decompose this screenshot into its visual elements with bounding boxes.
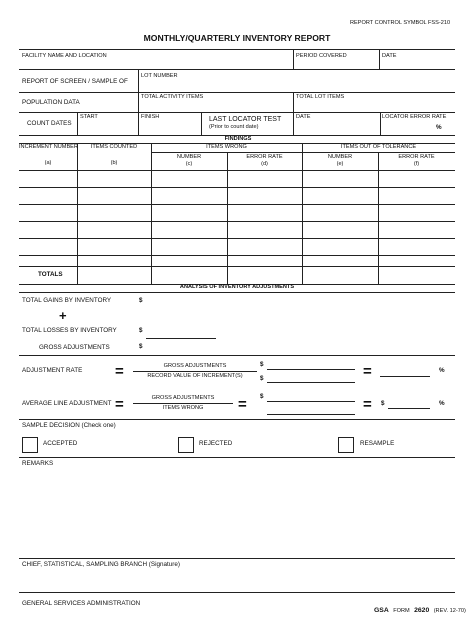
rejected-checkbox[interactable] <box>178 437 194 453</box>
accepted-checkbox[interactable] <box>22 437 38 453</box>
total-activity-items-label: TOTAL ACTIVITY ITEMS <box>141 94 204 100</box>
col-f-label: (f) <box>413 161 420 167</box>
totals-label: TOTALS <box>38 271 63 278</box>
avg-result-dollar: $ <box>381 400 385 407</box>
signature-field[interactable] <box>22 571 452 589</box>
equals-sign: = <box>238 396 247 413</box>
prior-to-count-label: (Prior to count date) <box>209 124 259 130</box>
adjustment-percent: % <box>439 367 445 374</box>
adj-den-dollar: $ <box>260 375 264 382</box>
accepted-label: ACCEPTED <box>43 440 78 447</box>
total-losses-label: TOTAL LOSSES BY INVENTORY <box>22 327 117 334</box>
last-locator-test-label: LAST LOCATOR TEST <box>209 116 282 123</box>
remarks-area[interactable] <box>22 470 452 555</box>
remarks-label: REMARKS <box>22 460 54 467</box>
error-rate-d-header: ERROR RATE <box>246 154 283 160</box>
equals-sign: = <box>363 396 372 413</box>
report-control-symbol: REPORT CONTROL SYMBOL FSS-210 <box>350 20 451 26</box>
avg-num-dollar: $ <box>260 393 264 400</box>
footer-form-id <box>374 600 466 616</box>
equals-sign: = <box>115 396 124 413</box>
average-line-adjustment-label: AVERAGE LINE ADJUSTMENT <box>22 400 112 407</box>
losses-dollar: $ <box>139 327 143 334</box>
start-label: START <box>80 114 98 120</box>
adj-num-dollar: $ <box>260 361 264 368</box>
analysis-title: ANALYSIS OF INVENTORY ADJUSTMENTS <box>179 284 295 290</box>
items-out-of-tolerance-header: ITEMS OUT OF TOLERANCE <box>340 144 417 150</box>
date-label: DATE <box>382 53 397 59</box>
number-c-header: NUMBER <box>176 154 202 160</box>
sample-decision-label: SAMPLE DECISION (Check one) <box>22 422 116 429</box>
page-title: MONTHLY/QUARTERLY INVENTORY REPORT <box>143 33 331 43</box>
resample-checkbox[interactable] <box>338 437 354 453</box>
count-dates-label: COUNT DATES <box>27 120 72 127</box>
population-data-label: POPULATION DATA <box>22 99 80 106</box>
gains-dollar: $ <box>139 297 143 304</box>
equals-sign: = <box>115 363 124 380</box>
footer-form-number: 2620 <box>414 607 430 614</box>
col-b-label: (b) <box>110 160 118 166</box>
gross-adjustments-label: GROSS ADJUSTMENTS <box>39 344 110 351</box>
average-percent: % <box>439 400 445 407</box>
total-gains-label: TOTAL GAINS BY INVENTORY <box>22 297 112 304</box>
period-covered-label: PERIOD COVERED <box>296 53 347 59</box>
col-d-label: (d) <box>261 161 268 167</box>
gross-dollar: $ <box>139 343 143 350</box>
record-value-denominator: RECORD VALUE OF INCREMENT(S) <box>147 373 243 379</box>
resample-label: RESAMPLE <box>360 440 395 447</box>
finish-label: FINISH <box>141 114 160 120</box>
number-e-header: NUMBER <box>327 154 353 160</box>
col-e-label: (e) <box>336 161 344 167</box>
gross-adjustments-numerator: GROSS ADJUSTMENTS <box>163 363 227 369</box>
footer-form: FORM <box>393 608 410 614</box>
facility-label: FACILITY NAME AND LOCATION <box>22 53 107 59</box>
rejected-label: REJECTED <box>199 440 233 447</box>
lot-number-label: LOT NUMBER <box>141 73 178 79</box>
total-lot-items-label: TOTAL LOT ITEMS <box>296 94 345 100</box>
col-c-label: (c) <box>185 161 193 167</box>
gross-adjustments-numerator2: GROSS ADJUSTMENTS <box>151 395 215 401</box>
footer-rev: (REV. 12-70) <box>433 608 466 614</box>
adjustment-rate-label: ADJUSTMENT RATE <box>22 367 83 374</box>
report-of-screen-label: REPORT OF SCREEN / SAMPLE OF <box>22 78 128 85</box>
date2-label: DATE <box>296 114 311 120</box>
plus-sign: + <box>59 308 67 323</box>
col-a-label: (a) <box>44 160 52 166</box>
error-rate-f-header: ERROR RATE <box>398 154 435 160</box>
findings-title: FINDINGS <box>224 136 252 142</box>
footer-gsa: GSA <box>374 607 389 614</box>
footer-agency: GENERAL SERVICES ADMINISTRATION <box>22 600 141 607</box>
items-wrong-denominator: ITEMS WRONG <box>162 405 204 411</box>
items-wrong-header: ITEMS WRONG <box>206 144 247 150</box>
locator-percent-sign: % <box>436 124 442 131</box>
equals-sign: = <box>363 363 372 380</box>
items-counted-header: ITEMS COUNTED <box>90 144 138 150</box>
signature-label: CHIEF, STATISTICAL, SAMPLING BRANCH (Signature) <box>22 561 180 568</box>
increment-number-header: INCREMENT NUMBER <box>19 144 78 150</box>
locator-error-rate-label: LOCATOR ERROR RATE <box>382 114 447 120</box>
